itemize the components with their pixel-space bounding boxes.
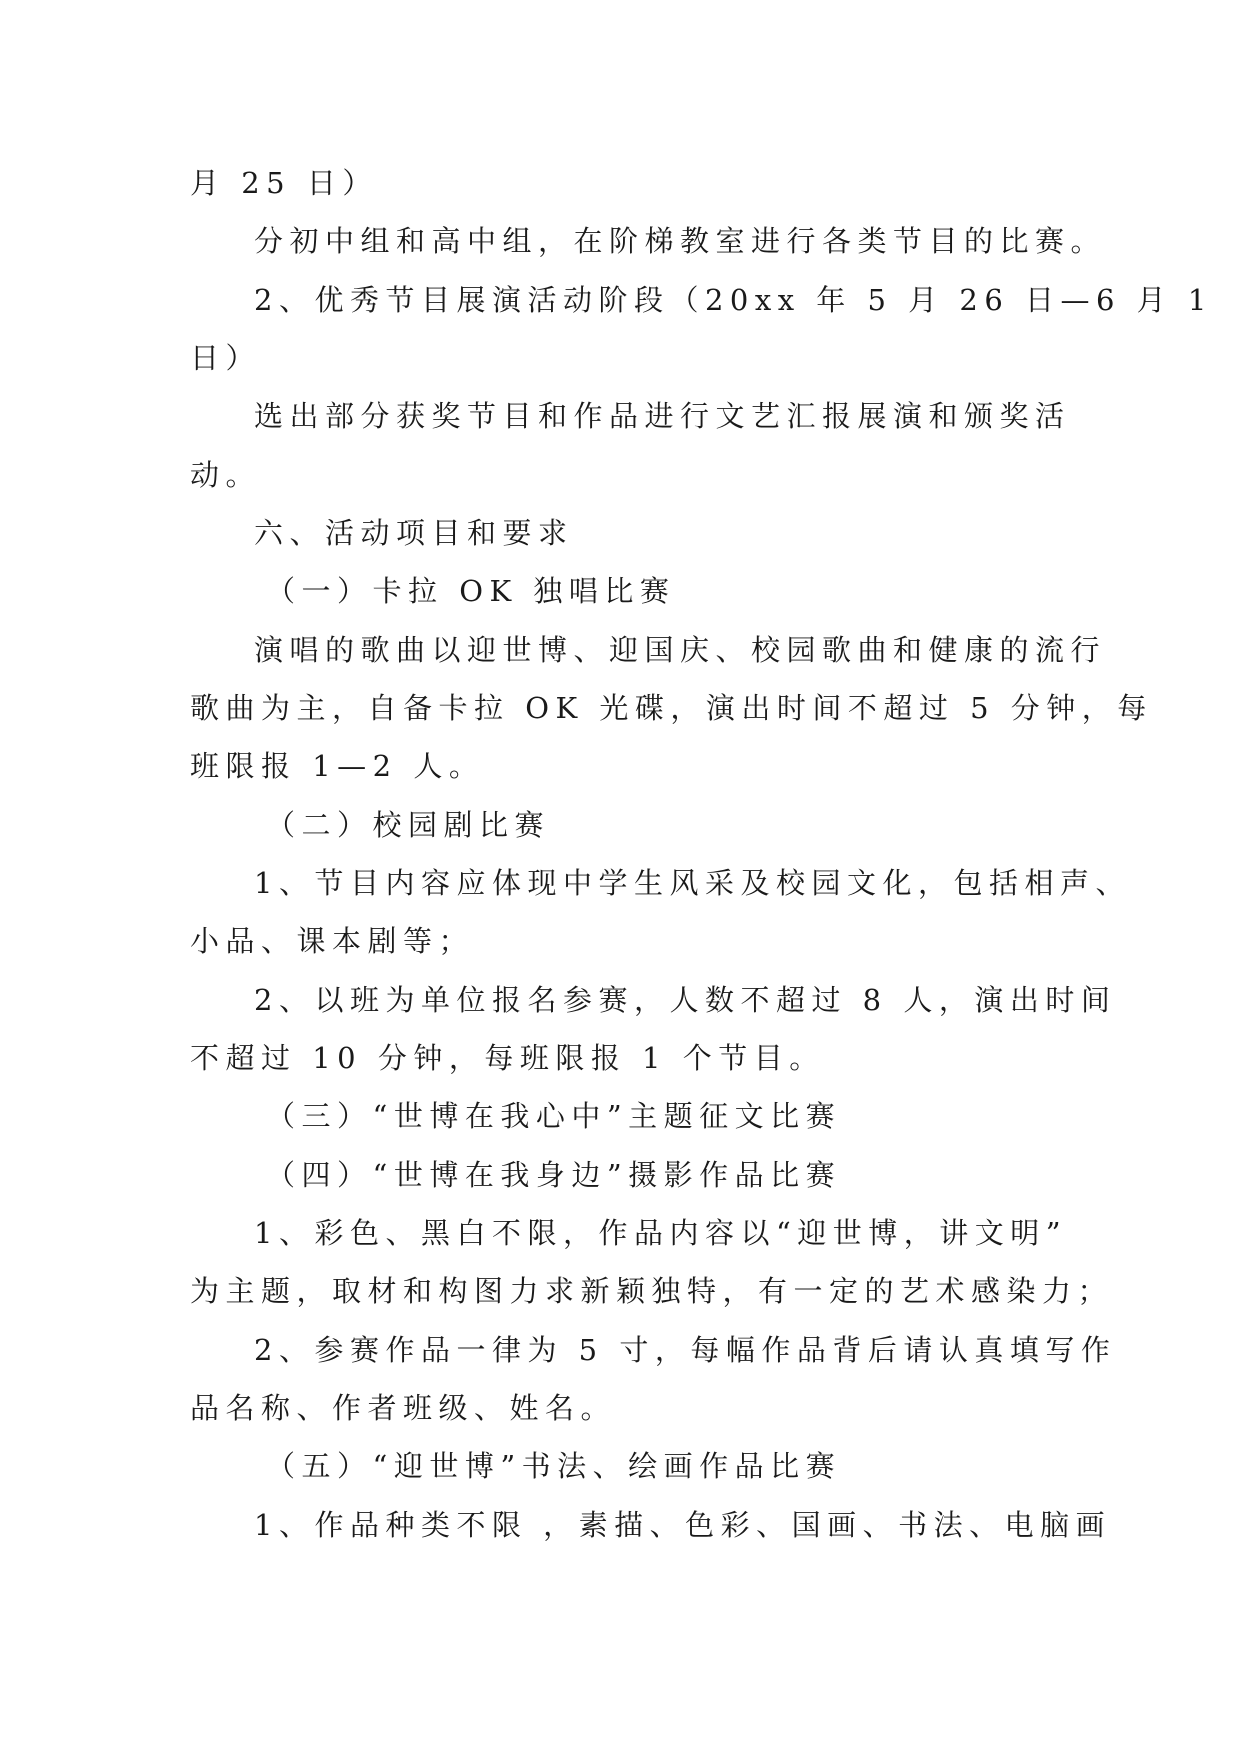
text-line: 演唱的歌曲以迎世博、迎国庆、校园歌曲和健康的流行: [254, 633, 1107, 667]
subsection-heading: （三）“世博在我心中”主题征文比赛: [266, 1099, 842, 1133]
text-line: 2、优秀节目展演活动阶段（20xx 年 5 月 26 日—6 月 1: [254, 283, 1213, 317]
text-line: 动。: [190, 458, 262, 492]
text-line: 歌曲为主，自备卡拉 OK 光碟，演出时间不超过 5 分钟，每: [190, 691, 1153, 725]
text-line: 小品、课本剧等；: [190, 924, 475, 958]
text-line: 分初中组和高中组，在阶梯教室进行各类节目的比赛。: [254, 224, 1107, 258]
text-line: 班限报 1—2 人。: [190, 749, 485, 783]
subsection-heading: （二）校园剧比赛: [266, 808, 551, 842]
text-line: 为主题，取材和构图力求新颖独特，有一定的艺术感染力；: [190, 1274, 1114, 1308]
section-heading: 六、活动项目和要求: [254, 516, 574, 550]
text-line: 日）: [190, 341, 262, 375]
subsection-heading: （一）卡拉 OK 独唱比赛: [266, 574, 676, 608]
text-line: 2、以班为单位报名参赛，人数不超过 8 人，演出时间: [254, 983, 1117, 1017]
text-line: 品名称、作者班级、姓名。: [190, 1391, 617, 1425]
text-line: 1、作品种类不限 ，素描、色彩、国画、书法、电脑画: [254, 1508, 1112, 1542]
text-line: 不超过 10 分钟，每班限报 1 个节目。: [190, 1041, 825, 1075]
text-line: 1、节目内容应体现中学生风采及校园文化，包括相声、: [254, 866, 1131, 900]
subsection-heading: （五）“迎世博”书法、绘画作品比赛: [266, 1449, 842, 1483]
text-line: 2、参赛作品一律为 5 寸，每幅作品背后请认真填写作: [254, 1333, 1117, 1367]
text-line: 选出部分获奖节目和作品进行文艺汇报展演和颁奖活: [254, 399, 1071, 433]
text-line: 1、彩色、黑白不限，作品内容以“迎世博，讲文明”: [254, 1216, 1068, 1250]
text-line: 月 25 日）: [190, 166, 378, 200]
subsection-heading: （四）“世博在我身边”摄影作品比赛: [266, 1158, 842, 1192]
